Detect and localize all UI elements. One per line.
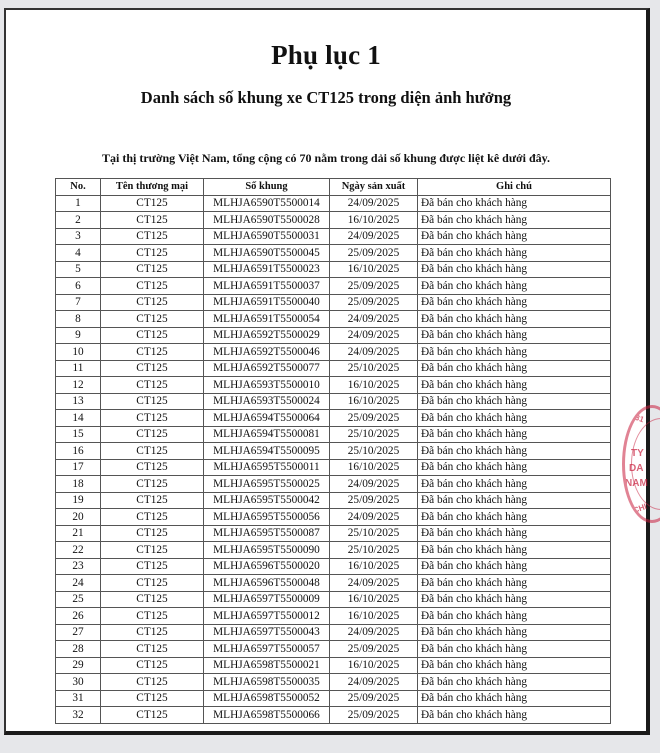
table-row bbox=[56, 509, 611, 526]
cell-frame-number: MLHJA6597T5500057 bbox=[204, 641, 330, 658]
cell-trade-name: CT125 bbox=[101, 360, 204, 377]
cell-note: Đã bán cho khách hàng bbox=[418, 575, 611, 592]
cell-trade-name: CT125 bbox=[101, 641, 204, 658]
cell-note: Đã bán cho khách hàng bbox=[418, 261, 611, 278]
seal-line-1: TY bbox=[631, 448, 644, 459]
cell-frame-number: MLHJA6598T5500035 bbox=[204, 674, 330, 691]
cell-no: 24 bbox=[56, 575, 101, 592]
cell-no: 31 bbox=[56, 690, 101, 707]
cell-no: 25 bbox=[56, 591, 101, 608]
cell-frame-number: MLHJA6595T5500025 bbox=[204, 476, 330, 493]
table-row bbox=[56, 591, 611, 608]
cell-production-date: 25/09/2025 bbox=[330, 492, 418, 509]
cell-production-date: 16/10/2025 bbox=[330, 558, 418, 575]
cell-no: 6 bbox=[56, 278, 101, 295]
table-row bbox=[56, 707, 611, 724]
cell-note: Đã bán cho khách hàng bbox=[418, 393, 611, 410]
cell-trade-name: CT125 bbox=[101, 558, 204, 575]
table-row bbox=[56, 212, 611, 229]
table-row bbox=[56, 542, 611, 559]
table-body bbox=[56, 195, 611, 723]
cell-frame-number: MLHJA6594T5500064 bbox=[204, 410, 330, 427]
cell-frame-number: MLHJA6594T5500095 bbox=[204, 443, 330, 460]
cell-production-date: 24/09/2025 bbox=[330, 327, 418, 344]
header-frame-number: Số khung bbox=[204, 179, 330, 196]
cell-frame-number: MLHJA6593T5500024 bbox=[204, 393, 330, 410]
cell-no: 1 bbox=[56, 195, 101, 212]
cell-note: Đã bán cho khách hàng bbox=[418, 707, 611, 724]
cell-no: 21 bbox=[56, 525, 101, 542]
table-row bbox=[56, 641, 611, 658]
cell-frame-number: MLHJA6591T5500054 bbox=[204, 311, 330, 328]
cell-frame-number: MLHJA6592T5500029 bbox=[204, 327, 330, 344]
cell-note: Đã bán cho khách hàng bbox=[418, 294, 611, 311]
cell-production-date: 16/10/2025 bbox=[330, 377, 418, 394]
cell-no: 9 bbox=[56, 327, 101, 344]
cell-frame-number: MLHJA6595T5500087 bbox=[204, 525, 330, 542]
table-row bbox=[56, 360, 611, 377]
table-row bbox=[56, 624, 611, 641]
cell-no: 17 bbox=[56, 459, 101, 476]
cell-frame-number: MLHJA6593T5500010 bbox=[204, 377, 330, 394]
cell-trade-name: CT125 bbox=[101, 344, 204, 361]
cell-note: Đã bán cho khách hàng bbox=[418, 212, 611, 229]
cell-no: 10 bbox=[56, 344, 101, 361]
table-row bbox=[56, 294, 611, 311]
cell-trade-name: CT125 bbox=[101, 575, 204, 592]
table-row bbox=[56, 674, 611, 691]
cell-note: Đã bán cho khách hàng bbox=[418, 228, 611, 245]
table-row bbox=[56, 377, 611, 394]
cell-frame-number: MLHJA6591T5500040 bbox=[204, 294, 330, 311]
cell-trade-name: CT125 bbox=[101, 278, 204, 295]
cell-frame-number: MLHJA6592T5500046 bbox=[204, 344, 330, 361]
cell-production-date: 25/10/2025 bbox=[330, 360, 418, 377]
cell-trade-name: CT125 bbox=[101, 591, 204, 608]
cell-no: 5 bbox=[56, 261, 101, 278]
cell-production-date: 25/10/2025 bbox=[330, 443, 418, 460]
cell-no: 14 bbox=[56, 410, 101, 427]
cell-frame-number: MLHJA6596T5500048 bbox=[204, 575, 330, 592]
table-row bbox=[56, 261, 611, 278]
seal-line-2: DA bbox=[629, 463, 644, 474]
frame-number-table bbox=[55, 178, 611, 724]
table-row bbox=[56, 608, 611, 625]
header-trade-name: Tên thương mại bbox=[101, 179, 204, 196]
cell-trade-name: CT125 bbox=[101, 311, 204, 328]
seal-top-text: 31 bbox=[633, 412, 646, 425]
cell-production-date: 24/09/2025 bbox=[330, 674, 418, 691]
cell-no: 11 bbox=[56, 360, 101, 377]
cell-trade-name: CT125 bbox=[101, 509, 204, 526]
cell-note: Đã bán cho khách hàng bbox=[418, 591, 611, 608]
cell-production-date: 25/09/2025 bbox=[330, 690, 418, 707]
page-title: Phụ lục 1 bbox=[271, 40, 381, 70]
cell-frame-number: MLHJA6597T5500012 bbox=[204, 608, 330, 625]
cell-no: 22 bbox=[56, 542, 101, 559]
table-row bbox=[56, 476, 611, 493]
cell-frame-number: MLHJA6590T5500014 bbox=[204, 195, 330, 212]
cell-production-date: 25/10/2025 bbox=[330, 542, 418, 559]
cell-no: 3 bbox=[56, 228, 101, 245]
cell-frame-number: MLHJA6594T5500081 bbox=[204, 426, 330, 443]
cell-no: 16 bbox=[56, 443, 101, 460]
cell-trade-name: CT125 bbox=[101, 624, 204, 641]
cell-no: 28 bbox=[56, 641, 101, 658]
cell-trade-name: CT125 bbox=[101, 212, 204, 229]
cell-no: 18 bbox=[56, 476, 101, 493]
cell-note: Đã bán cho khách hàng bbox=[418, 426, 611, 443]
seal-line-3: NAM bbox=[625, 478, 648, 489]
cell-production-date: 16/10/2025 bbox=[330, 212, 418, 229]
cell-frame-number: MLHJA6590T5500045 bbox=[204, 245, 330, 262]
cell-trade-name: CT125 bbox=[101, 228, 204, 245]
table-row bbox=[56, 558, 611, 575]
cell-trade-name: CT125 bbox=[101, 476, 204, 493]
cell-note: Đã bán cho khách hàng bbox=[418, 509, 611, 526]
table-row bbox=[56, 459, 611, 476]
cell-note: Đã bán cho khách hàng bbox=[418, 245, 611, 262]
cell-trade-name: CT125 bbox=[101, 377, 204, 394]
cell-no: 29 bbox=[56, 657, 101, 674]
table-row bbox=[56, 410, 611, 427]
cell-trade-name: CT125 bbox=[101, 525, 204, 542]
cell-note: Đã bán cho khách hàng bbox=[418, 377, 611, 394]
cell-production-date: 16/10/2025 bbox=[330, 393, 418, 410]
cell-frame-number: MLHJA6595T5500056 bbox=[204, 509, 330, 526]
cell-trade-name: CT125 bbox=[101, 690, 204, 707]
cell-no: 26 bbox=[56, 608, 101, 625]
intro-text: Tại thị trường Việt Nam, tổng cộng có 70 nằm trong dải số khung được liệt kê dưới đây. bbox=[101, 151, 551, 165]
cell-production-date: 24/09/2025 bbox=[330, 195, 418, 212]
cell-no: 20 bbox=[56, 509, 101, 526]
cell-trade-name: CT125 bbox=[101, 674, 204, 691]
cell-production-date: 24/09/2025 bbox=[330, 344, 418, 361]
cell-note: Đã bán cho khách hàng bbox=[418, 657, 611, 674]
cell-note: Đã bán cho khách hàng bbox=[418, 525, 611, 542]
cell-no: 30 bbox=[56, 674, 101, 691]
cell-production-date: 16/10/2025 bbox=[330, 657, 418, 674]
cell-production-date: 25/09/2025 bbox=[330, 707, 418, 724]
cell-note: Đã bán cho khách hàng bbox=[418, 360, 611, 377]
cell-note: Đã bán cho khách hàng bbox=[418, 278, 611, 295]
cell-frame-number: MLHJA6598T5500021 bbox=[204, 657, 330, 674]
cell-production-date: 25/10/2025 bbox=[330, 525, 418, 542]
cell-frame-number: MLHJA6590T5500028 bbox=[204, 212, 330, 229]
cell-production-date: 16/10/2025 bbox=[330, 459, 418, 476]
cell-note: Đã bán cho khách hàng bbox=[418, 311, 611, 328]
cell-note: Đã bán cho khách hàng bbox=[418, 476, 611, 493]
cell-frame-number: MLHJA6591T5500023 bbox=[204, 261, 330, 278]
cell-note: Đã bán cho khách hàng bbox=[418, 641, 611, 658]
table-row bbox=[56, 657, 611, 674]
cell-frame-number: MLHJA6597T5500043 bbox=[204, 624, 330, 641]
table-row bbox=[56, 575, 611, 592]
cell-no: 7 bbox=[56, 294, 101, 311]
cell-frame-number: MLHJA6595T5500090 bbox=[204, 542, 330, 559]
cell-note: Đã bán cho khách hàng bbox=[418, 624, 611, 641]
cell-frame-number: MLHJA6595T5500011 bbox=[204, 459, 330, 476]
table-row bbox=[56, 393, 611, 410]
table-header-row bbox=[56, 179, 611, 196]
cell-note: Đã bán cho khách hàng bbox=[418, 195, 611, 212]
cell-trade-name: CT125 bbox=[101, 707, 204, 724]
cell-trade-name: CT125 bbox=[101, 327, 204, 344]
cell-trade-name: CT125 bbox=[101, 294, 204, 311]
cell-trade-name: CT125 bbox=[101, 410, 204, 427]
header-no: No. bbox=[56, 179, 101, 196]
table-row bbox=[56, 278, 611, 295]
cell-frame-number: MLHJA6596T5500020 bbox=[204, 558, 330, 575]
table-row bbox=[56, 311, 611, 328]
cell-trade-name: CT125 bbox=[101, 245, 204, 262]
cell-production-date: 25/09/2025 bbox=[330, 278, 418, 295]
cell-note: Đã bán cho khách hàng bbox=[418, 443, 611, 460]
cell-production-date: 24/09/2025 bbox=[330, 228, 418, 245]
seal-bottom-text: CHI bbox=[631, 501, 648, 516]
cell-trade-name: CT125 bbox=[101, 608, 204, 625]
cell-no: 8 bbox=[56, 311, 101, 328]
cell-trade-name: CT125 bbox=[101, 542, 204, 559]
cell-frame-number: MLHJA6595T5500042 bbox=[204, 492, 330, 509]
cell-production-date: 25/09/2025 bbox=[330, 641, 418, 658]
cell-production-date: 25/09/2025 bbox=[330, 245, 418, 262]
cell-no: 13 bbox=[56, 393, 101, 410]
cell-note: Đã bán cho khách hàng bbox=[418, 690, 611, 707]
cell-production-date: 25/09/2025 bbox=[330, 410, 418, 427]
cell-trade-name: CT125 bbox=[101, 443, 204, 460]
cell-frame-number: MLHJA6591T5500037 bbox=[204, 278, 330, 295]
table-row bbox=[56, 690, 611, 707]
table-row bbox=[56, 525, 611, 542]
cell-trade-name: CT125 bbox=[101, 393, 204, 410]
cell-frame-number: MLHJA6590T5500031 bbox=[204, 228, 330, 245]
table-row bbox=[56, 195, 611, 212]
table-row bbox=[56, 228, 611, 245]
cell-production-date: 25/09/2025 bbox=[330, 294, 418, 311]
cell-production-date: 24/09/2025 bbox=[330, 509, 418, 526]
cell-frame-number: MLHJA6598T5500052 bbox=[204, 690, 330, 707]
cell-note: Đã bán cho khách hàng bbox=[418, 542, 611, 559]
table-row bbox=[56, 426, 611, 443]
table-row bbox=[56, 327, 611, 344]
table-row bbox=[56, 344, 611, 361]
cell-production-date: 24/09/2025 bbox=[330, 575, 418, 592]
cell-production-date: 16/10/2025 bbox=[330, 261, 418, 278]
table-row bbox=[56, 443, 611, 460]
cell-note: Đã bán cho khách hàng bbox=[418, 410, 611, 427]
cell-no: 19 bbox=[56, 492, 101, 509]
cell-no: 23 bbox=[56, 558, 101, 575]
cell-frame-number: MLHJA6597T5500009 bbox=[204, 591, 330, 608]
cell-no: 12 bbox=[56, 377, 101, 394]
cell-note: Đã bán cho khách hàng bbox=[418, 674, 611, 691]
cell-no: 15 bbox=[56, 426, 101, 443]
cell-production-date: 24/09/2025 bbox=[330, 624, 418, 641]
cell-note: Đã bán cho khách hàng bbox=[418, 558, 611, 575]
cell-trade-name: CT125 bbox=[101, 657, 204, 674]
cell-frame-number: MLHJA6598T5500066 bbox=[204, 707, 330, 724]
header-note: Ghi chú bbox=[418, 179, 611, 196]
cell-frame-number: MLHJA6592T5500077 bbox=[204, 360, 330, 377]
cell-trade-name: CT125 bbox=[101, 492, 204, 509]
cell-trade-name: CT125 bbox=[101, 261, 204, 278]
cell-production-date: 16/10/2025 bbox=[330, 591, 418, 608]
page-subtitle: Danh sách số khung xe CT125 trong diện ảnh hưởng bbox=[140, 88, 512, 107]
cell-no: 2 bbox=[56, 212, 101, 229]
cell-trade-name: CT125 bbox=[101, 195, 204, 212]
cell-note: Đã bán cho khách hàng bbox=[418, 327, 611, 344]
cell-note: Đã bán cho khách hàng bbox=[418, 459, 611, 476]
table-row bbox=[56, 492, 611, 509]
cell-no: 4 bbox=[56, 245, 101, 262]
table-row bbox=[56, 245, 611, 262]
cell-note: Đã bán cho khách hàng bbox=[418, 492, 611, 509]
cell-production-date: 24/09/2025 bbox=[330, 311, 418, 328]
cell-note: Đã bán cho khách hàng bbox=[418, 344, 611, 361]
cell-no: 27 bbox=[56, 624, 101, 641]
cell-production-date: 25/10/2025 bbox=[330, 426, 418, 443]
cell-production-date: 24/09/2025 bbox=[330, 476, 418, 493]
cell-trade-name: CT125 bbox=[101, 459, 204, 476]
cell-no: 32 bbox=[56, 707, 101, 724]
header-production-date: Ngày sản xuất bbox=[330, 179, 418, 196]
cell-trade-name: CT125 bbox=[101, 426, 204, 443]
cell-production-date: 16/10/2025 bbox=[330, 608, 418, 625]
cell-note: Đã bán cho khách hàng bbox=[418, 608, 611, 625]
